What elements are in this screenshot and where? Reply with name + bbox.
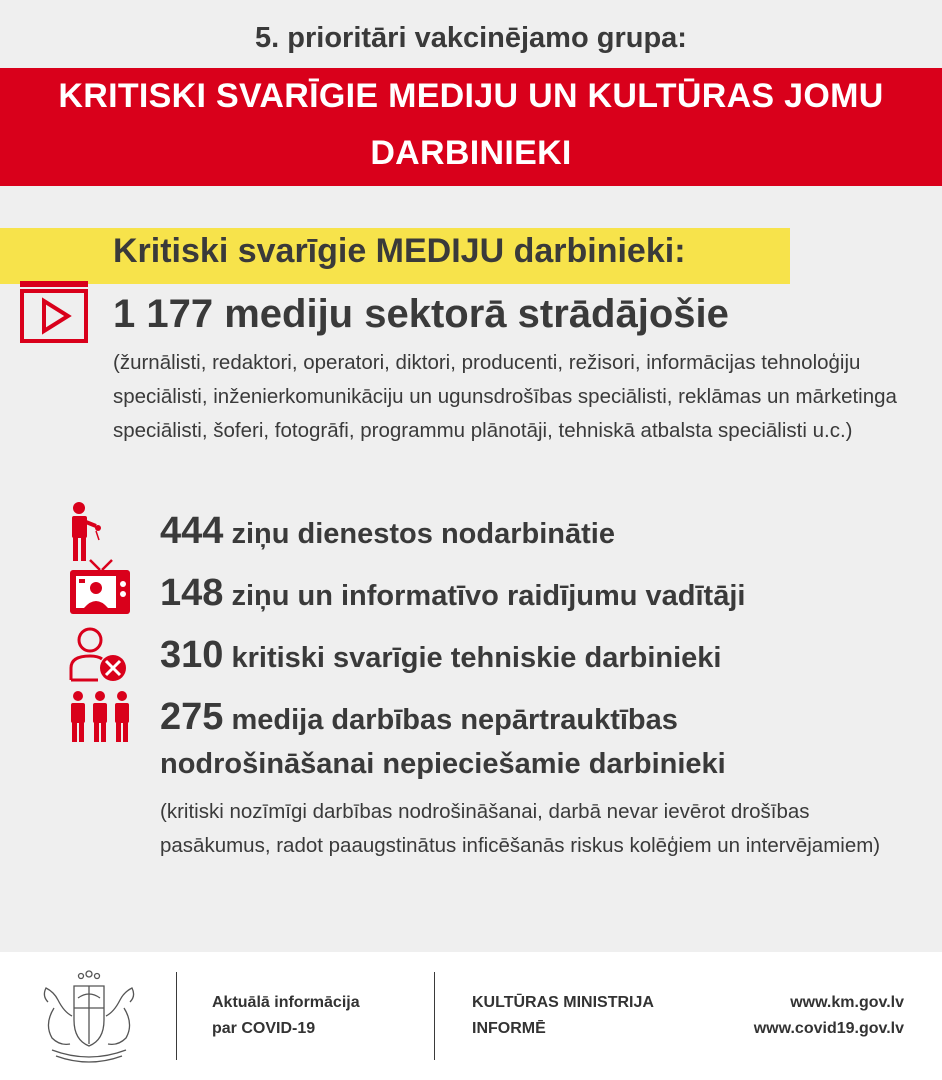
coat-of-arms-icon: [34, 968, 144, 1066]
stat-number: 310: [160, 634, 224, 676]
footer-divider-1: [176, 972, 177, 1060]
stat-reporters: [160, 510, 615, 553]
tv-presenter-icon: [68, 558, 132, 618]
stat-label: kritiski svarīgie tehniskie darbinieki: [231, 642, 722, 674]
stat-number: 275: [160, 696, 224, 738]
continuity-detail: (kritiski nozīmīgi darbības nodrošināšanai, darbā nevar ievērot drošības pasākumus, radot paaugstinātus inficēšanās riskus kolēģiem un intervējamiem): [160, 800, 881, 857]
title-banner: [0, 68, 942, 186]
stat-label: ziņu un informatīvo raidījumu vadītāji: [231, 580, 746, 612]
group-title: 5. prioritāri vakcinējamo grupa:: [255, 22, 687, 54]
ministry-info: [472, 990, 654, 1042]
covid-info-line-1: Aktuālā informācija: [212, 994, 360, 1011]
video-play-icon: [18, 279, 90, 345]
main-detail: (žurnālisti, redaktori, operatori, diktori, producenti, režisori, informācijas tehnoloģiju speciālisti, inženierkomunikāciju un ugunsdrošības speciālisti, reklāmas un mārketinga speciālisti, šoferi, fotogrāfi, programmu plānotāji, tehniskā atbalsta speciālisti u.c.): [113, 351, 897, 442]
ministry-line-1: KULTŪRAS MINISTRIJA: [472, 994, 654, 1011]
footer: [0, 952, 942, 1080]
ministry-line-2: INFORMĒ: [472, 1020, 546, 1037]
footer-divider-2: [434, 972, 435, 1060]
stat-label: medija darbības nepārtrauktības: [231, 704, 678, 736]
website-links: [754, 990, 904, 1042]
stat-technicians: [160, 634, 721, 677]
reporter-icon: [66, 500, 106, 564]
stat-label-continued: nodrošināšanai nepieciešamie darbinieki: [160, 748, 726, 780]
covid-website-link[interactable]: www.covid19.gov.lv: [753, 1020, 904, 1037]
banner-line-1: KRITISKI SVARĪGIE MEDIJU UN KULTŪRAS JOMU: [58, 77, 884, 115]
section-heading: Kritiski svarīgie MEDIJU darbinieki:: [113, 232, 686, 270]
stat-label: ziņu dienestos nodarbinātie: [231, 518, 615, 550]
group-people-icon: [68, 690, 132, 744]
covid-info-line-2: par COVID-19: [212, 1020, 316, 1037]
banner-line-2: DARBINIEKI: [370, 134, 572, 172]
stat-number: 444: [160, 510, 224, 552]
stat-continuity-staff: [160, 696, 678, 739]
km-website-link[interactable]: www.km.gov.lv: [790, 994, 904, 1011]
covid-info: [212, 990, 360, 1042]
technician-icon: [68, 626, 130, 682]
stat-presenters: [160, 572, 745, 615]
stat-number: 148: [160, 572, 224, 614]
main-count: 1 177 mediju sektorā strādājošie: [113, 292, 729, 336]
